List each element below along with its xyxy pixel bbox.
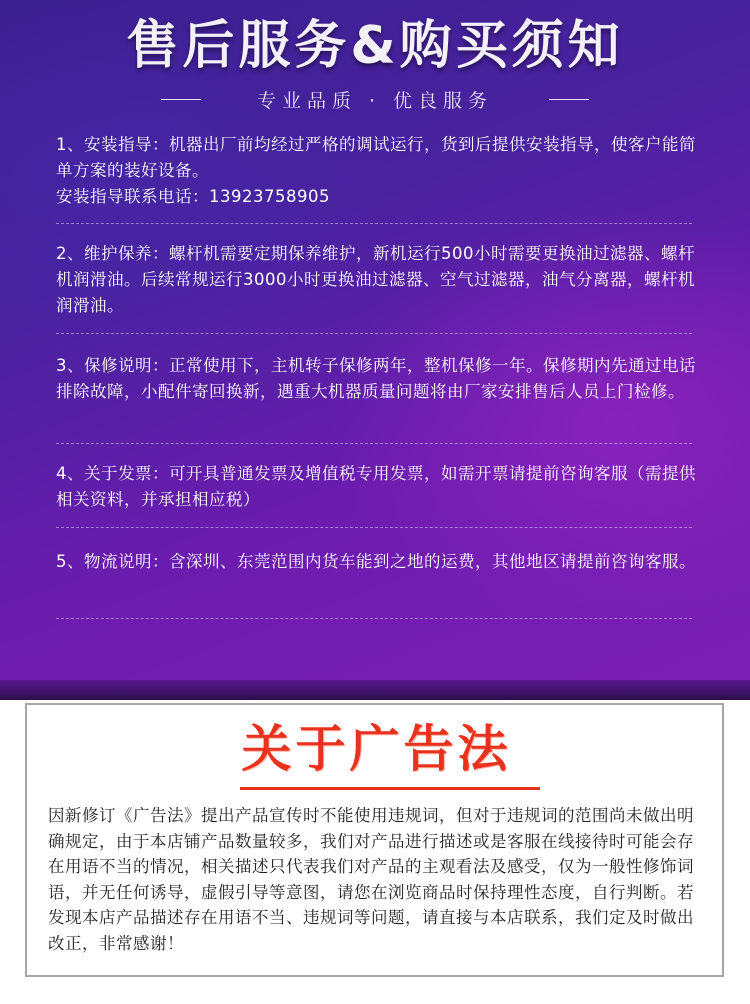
law-body: 因新修订《广告法》提出产品宣传时不能使用违规词，但对于违规词的范围尚未做出明确规定，由于本店铺产品数量较多，我们对产品进行描述或是客服在线接待时可能会存在用语不当的情况，相关描述只代表我们对产品的主观看法及感受，仅为一般性修饰词语，并无任何诱导，虚假引导等意图，请您在浏览商品时保持理性态度，自行判断。若发现本店产品描述存在用语不当、违规词等问题，请直接与本店联系，我们定及时做出改正，非常感谢！ xyxy=(48,806,694,953)
dashed-divider xyxy=(56,333,692,334)
subtitle-right-rule xyxy=(549,99,589,100)
notice-invoice-text: 4、关于发票：可开具普通发票及增值税专用发票，如需开票请提前咨询客服（需提供相关资料，并承担相应税） xyxy=(56,464,696,509)
notice-installation-phone: 安装指导联系电话：13923758905 xyxy=(56,187,330,206)
page-title: 售后服务&购买须知 xyxy=(126,16,624,76)
notice-maintenance xyxy=(56,241,696,319)
subtitle-left-rule xyxy=(161,99,201,100)
notice-maintenance-text: 2、维护保养：螺杆机需要定期保养维护，新机运行500小时需要更换油过滤器、螺杆机润滑油。后续常规运行3000小时更换油过滤器、空气过滤器，油气分离器，螺杆机润滑油。 xyxy=(56,244,695,315)
notice-logistics xyxy=(56,549,696,575)
subtitle-row xyxy=(0,84,750,114)
dashed-divider xyxy=(56,527,692,528)
dashed-divider xyxy=(56,443,692,444)
notice-invoice xyxy=(56,461,696,513)
dashed-divider xyxy=(56,223,692,224)
advertising-law-box xyxy=(25,703,724,977)
notice-warranty-text: 3、保修说明：正常使用下，主机转子保修两年，整机保修一年。保修期内先通过电话排除故障，小配件寄回换新，遇重大机器质量问题将由厂家安排售后人员上门检修。 xyxy=(56,356,696,401)
dashed-divider xyxy=(56,618,692,619)
law-title: 关于广告法 xyxy=(241,720,512,778)
law-title-underline xyxy=(240,787,540,790)
subtitle: 专业品质 · 优良服务 xyxy=(256,89,494,112)
notice-warranty xyxy=(56,353,696,405)
section-divider-band xyxy=(0,680,750,700)
notice-logistics-text: 5、物流说明：含深圳、东莞范围内货车能到之地的运费，其他地区请提前咨询客服。 xyxy=(56,552,696,571)
notice-installation xyxy=(56,132,696,210)
notice-installation-text: 1、安装指导：机器出厂前均经过严格的调试运行，货到后提供安装指导，使客户能简单方案的装好设备。 xyxy=(56,135,696,180)
